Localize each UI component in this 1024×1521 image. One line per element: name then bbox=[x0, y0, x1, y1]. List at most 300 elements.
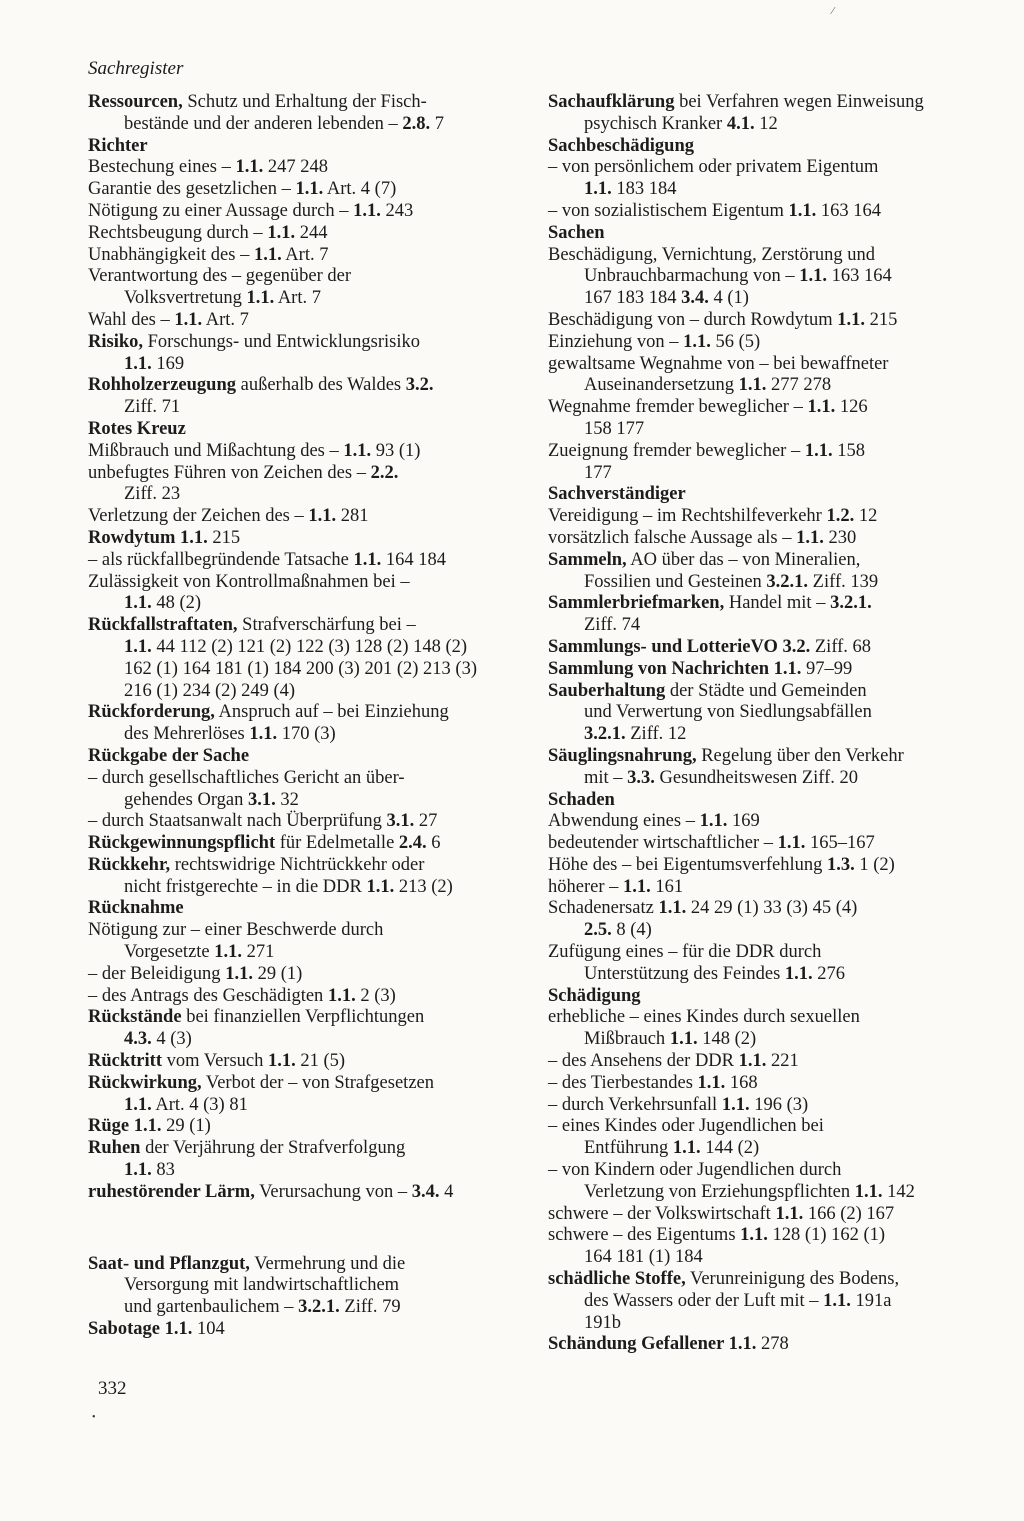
index-term-bold: 1.2. bbox=[826, 506, 855, 527]
index-text: rechtswidrige Nichtrückkehr oder bbox=[170, 854, 425, 875]
index-text: – des Antrags des Geschädigten bbox=[88, 985, 328, 1006]
index-entry-line bbox=[88, 1138, 533, 1160]
index-text: 169 bbox=[727, 811, 760, 832]
index-term-bold: Sabotage bbox=[88, 1319, 165, 1340]
index-text: – durch gesellschaftliches Gericht an über- bbox=[88, 767, 405, 788]
index-term-bold: 1.1. bbox=[124, 636, 152, 657]
index-term-bold: 1.3. bbox=[826, 854, 855, 875]
index-text: – von sozialistischem Eigentum bbox=[548, 200, 789, 221]
index-entry-line bbox=[88, 157, 533, 179]
index-text: bei Verfahren wegen Einweisung bbox=[674, 92, 924, 112]
index-entry-line bbox=[88, 1319, 533, 1341]
index-term-bold: 1.1. bbox=[804, 440, 833, 461]
index-entry-line bbox=[88, 245, 533, 267]
index-entry-line bbox=[548, 986, 988, 1008]
index-entry-line bbox=[548, 572, 988, 594]
index-entry-line bbox=[88, 964, 533, 986]
index-term-bold: 1.1. bbox=[697, 1072, 726, 1093]
index-term-bold: schädliche Stoffe, bbox=[548, 1269, 686, 1290]
index-entry-line bbox=[88, 768, 533, 790]
index-entry-line bbox=[548, 811, 988, 833]
index-text: 7 bbox=[430, 113, 445, 134]
index-entry-line bbox=[548, 1247, 988, 1269]
index-text: 247 248 bbox=[263, 157, 328, 178]
index-text: 164 184 bbox=[381, 549, 446, 570]
index-text: Anspruch auf – bei Einziehung bbox=[214, 702, 449, 723]
index-term-bold: 1.1. bbox=[308, 506, 337, 527]
index-entry-line bbox=[548, 223, 988, 245]
index-entry-line bbox=[548, 1051, 988, 1073]
index-text: 168 bbox=[725, 1072, 758, 1093]
index-term-bold: Rüge bbox=[88, 1116, 134, 1137]
index-text: – des Ansehens der DDR bbox=[548, 1051, 739, 1072]
index-text: Zueignung fremder beweglicher – bbox=[548, 440, 805, 461]
index-entry-line bbox=[548, 375, 988, 397]
index-text: – eines Kindes oder Jugendlichen bei bbox=[548, 1116, 824, 1137]
index-text: Rechtsbeugung durch – bbox=[88, 222, 268, 243]
index-entry-line bbox=[548, 898, 988, 920]
index-entry-line bbox=[548, 1225, 988, 1247]
index-term-bold: 1.1. bbox=[164, 1319, 193, 1340]
index-entry-line bbox=[548, 964, 988, 986]
index-term-bold: Rückfallstraftaten, bbox=[88, 615, 238, 636]
index-text: schwere – der Volkswirtschaft bbox=[548, 1203, 776, 1224]
index-text: Fossilien und Gesteinen bbox=[584, 571, 767, 592]
index-entry-line bbox=[548, 354, 988, 376]
index-entry-line bbox=[548, 1334, 988, 1356]
scan-mark: ⁄ bbox=[832, 6, 834, 17]
index-entry-line bbox=[88, 920, 533, 942]
index-text: Gesundheitswesen Ziff. 20 bbox=[654, 767, 859, 788]
index-text: Bestechung eines – bbox=[88, 157, 236, 178]
index-text: 4 (3) bbox=[151, 1029, 192, 1050]
index-entry-line bbox=[548, 790, 988, 812]
index-entry-line bbox=[88, 441, 533, 463]
index-term-bold: Rückgewinnungspflicht bbox=[88, 833, 276, 854]
index-text: Unabhängigkeit des – bbox=[88, 244, 254, 265]
index-text: 191b bbox=[584, 1312, 621, 1333]
index-text: Vereidigung – im Rechtshilfeverkehr bbox=[548, 506, 827, 527]
index-text: 48 (2) bbox=[151, 593, 202, 614]
index-term-bold: 1.1. bbox=[738, 1051, 767, 1072]
index-term-bold: Rücknahme bbox=[88, 898, 184, 919]
index-text: 8 (4) bbox=[611, 920, 652, 941]
index-text: Verletzung der Zeichen des – bbox=[88, 506, 309, 527]
index-term-bold: 1.1. bbox=[327, 985, 356, 1006]
index-term-bold: 1.1. bbox=[773, 658, 802, 679]
index-text: Beschädigung, Vernichtung, Zerstörung und bbox=[548, 244, 875, 265]
index-term-bold: 1.1. bbox=[796, 527, 824, 548]
index-term-bold: 1.1. bbox=[728, 1334, 757, 1355]
index-term-bold: 3.2.1. bbox=[830, 593, 872, 614]
index-term-bold: 1.1. bbox=[738, 375, 767, 396]
index-text: 44 112 (2) 121 (2) 122 (3) 128 (2) 148 (2) bbox=[151, 636, 468, 657]
index-text: Verletzung von Erziehungspflichten bbox=[584, 1181, 855, 1202]
index-entry-line bbox=[548, 114, 988, 136]
index-term-bold: 3.2.1. bbox=[584, 724, 626, 745]
index-text: Schadenersatz bbox=[548, 898, 659, 919]
index-text: 97–99 bbox=[801, 658, 853, 679]
index-term-bold: Rotes Kreuz bbox=[88, 418, 186, 439]
index-entry-line bbox=[88, 572, 533, 594]
index-column-left bbox=[88, 92, 533, 1341]
index-entry-line bbox=[88, 1095, 533, 1117]
index-text: 56 (5) bbox=[710, 331, 761, 352]
index-term-bold: 1.1. bbox=[777, 833, 806, 854]
index-text: 221 bbox=[766, 1051, 799, 1072]
index-entry-line bbox=[548, 1007, 988, 1029]
index-term-bold: Risiko, bbox=[88, 331, 144, 352]
index-term-bold: 1.1. bbox=[225, 963, 253, 984]
index-text: 243 bbox=[380, 200, 414, 221]
index-entry-line bbox=[88, 790, 533, 812]
index-text: Abwendung eines – bbox=[548, 811, 700, 832]
index-text: unbefugtes Führen von Zeichen des – bbox=[88, 462, 371, 483]
index-entry-line bbox=[548, 157, 988, 179]
index-text: 216 (1) 234 (2) 249 (4) bbox=[124, 680, 296, 701]
index-text: Mißbrauch und Mißachtung des – bbox=[88, 440, 344, 461]
index-entry-line bbox=[88, 463, 533, 485]
index-term-bold: 1.1. bbox=[124, 353, 152, 374]
index-term-bold: 1.1. bbox=[246, 288, 275, 309]
index-term-bold: Rückgabe der Sache bbox=[88, 745, 250, 766]
index-text: 170 (3) bbox=[277, 724, 336, 745]
index-entry-line bbox=[548, 310, 988, 332]
index-text: 230 bbox=[823, 527, 857, 548]
index-text: 83 bbox=[151, 1160, 175, 1181]
index-text: Nötigung zur – einer Beschwerde durch bbox=[88, 920, 384, 941]
index-term-bold: Rückkehr, bbox=[88, 854, 171, 875]
index-term-bold: Sachverständiger bbox=[548, 484, 686, 505]
index-entry-line bbox=[548, 136, 988, 158]
index-term-bold: 3.1. bbox=[386, 811, 415, 832]
index-text: 215 bbox=[207, 527, 241, 548]
index-entry-line bbox=[88, 354, 533, 376]
index-term-bold: 1.1. bbox=[807, 397, 836, 418]
index-text: 21 (5) bbox=[295, 1051, 346, 1072]
page-header: Sachregister bbox=[88, 58, 184, 79]
index-text: vom Versuch bbox=[161, 1051, 269, 1072]
index-text: 183 184 bbox=[611, 179, 677, 200]
index-text: 104 bbox=[192, 1319, 225, 1340]
index-term-bold: Sammlerbriefmarken, bbox=[548, 593, 725, 614]
index-term-bold: Schaden bbox=[548, 789, 615, 810]
index-text: Garantie des gesetzlichen – bbox=[88, 179, 296, 200]
index-entry-line bbox=[548, 506, 988, 528]
index-term-bold: 3.2. bbox=[405, 375, 434, 396]
index-text: 93 (1) bbox=[371, 440, 421, 461]
index-entry-line bbox=[88, 746, 533, 768]
index-text: bedeutender wirtschaftlicher – bbox=[548, 833, 778, 854]
index-entry-line bbox=[548, 1029, 988, 1051]
index-term-bold: 1.1. bbox=[124, 1160, 152, 1181]
index-text: Verunreinigung des Bodens, bbox=[685, 1269, 900, 1290]
index-text: Mißbrauch bbox=[584, 1029, 670, 1050]
index-text: Forschungs- und Entwicklungsrisiko bbox=[143, 331, 420, 352]
index-term-bold: 1.1. bbox=[799, 266, 828, 287]
index-entry-line bbox=[88, 92, 533, 114]
index-entry-line bbox=[88, 1116, 533, 1138]
index-text: 215 bbox=[865, 309, 898, 330]
index-entry-line bbox=[88, 136, 533, 158]
index-text: 191a bbox=[850, 1290, 892, 1311]
index-text: Höhe des – bei Eigentumsverfehlung bbox=[548, 854, 827, 875]
index-text: 148 (2) bbox=[697, 1029, 757, 1050]
index-entry-line bbox=[88, 506, 533, 528]
index-entry-line bbox=[548, 463, 988, 485]
index-text: Ziff. 68 bbox=[810, 636, 872, 657]
index-entry-line bbox=[88, 986, 533, 1008]
index-text: schwere – des Eigentums bbox=[548, 1225, 741, 1246]
index-text: 2 (3) bbox=[355, 985, 396, 1006]
index-term-bold: Rücktritt bbox=[88, 1051, 162, 1072]
index-term-bold: Rohholzerzeugung bbox=[88, 375, 236, 396]
index-term-bold: 1.1. bbox=[353, 200, 381, 221]
index-entry-line bbox=[548, 528, 988, 550]
index-entry-line bbox=[88, 375, 533, 397]
index-text: Schutz und Erhaltung der Fisch- bbox=[182, 92, 427, 112]
index-text: Wegnahme fremder beweglicher – bbox=[548, 397, 808, 418]
index-text: Art. 7 bbox=[274, 288, 321, 309]
index-text: Verursachung von – bbox=[254, 1181, 412, 1202]
index-entry-line bbox=[548, 920, 988, 942]
index-term-bold: 1.1. bbox=[268, 1051, 296, 1072]
index-text: 24 29 (1) 33 (3) 45 (4) bbox=[686, 898, 858, 919]
index-text: Ziff. 79 bbox=[339, 1297, 401, 1318]
index-text: der Städte und Gemeinden bbox=[665, 680, 867, 701]
index-term-bold: Sammlung von Nachrichten bbox=[548, 658, 774, 679]
index-text: 6 bbox=[426, 833, 441, 854]
index-text: – von persönlichem oder privatem Eigentum bbox=[548, 157, 879, 178]
index-text: 27 bbox=[414, 811, 438, 832]
index-text: 177 bbox=[584, 462, 612, 483]
index-entry-line bbox=[548, 397, 988, 419]
index-entry-line bbox=[548, 1182, 988, 1204]
index-entry-line bbox=[88, 659, 533, 681]
index-text: 12 bbox=[854, 506, 878, 527]
index-term-bold: 2.2. bbox=[370, 462, 399, 483]
index-text: 165–167 bbox=[805, 833, 875, 854]
index-entry-line bbox=[88, 615, 533, 637]
index-term-bold: Schändung Gefallener bbox=[548, 1334, 729, 1355]
index-text: bei finanziellen Verpflichtungen bbox=[181, 1007, 425, 1028]
index-entry-line bbox=[88, 550, 533, 572]
index-text: vorsätzlich falsche Aussage als – bbox=[548, 527, 797, 548]
index-term-bold: 1.1. bbox=[267, 222, 296, 243]
index-entry-line bbox=[548, 245, 988, 267]
index-term-bold: 3.4. bbox=[411, 1181, 440, 1202]
index-entry-line bbox=[548, 441, 988, 463]
index-text: 1 (2) bbox=[854, 854, 895, 875]
index-text: – von Kindern oder Jugendlichen durch bbox=[548, 1160, 842, 1181]
index-term-bold: 1.1. bbox=[683, 331, 711, 352]
index-entry-line bbox=[88, 223, 533, 245]
index-entry-line bbox=[548, 92, 988, 114]
index-term-bold: 4.3. bbox=[124, 1029, 152, 1050]
index-text: 163 164 bbox=[827, 266, 892, 287]
index-entry-line bbox=[88, 1007, 533, 1029]
index-term-bold: 1.1. bbox=[823, 1290, 851, 1311]
index-text: 167 183 184 bbox=[584, 288, 682, 309]
index-entry-line bbox=[88, 288, 533, 310]
index-text: – des Tierbestandes bbox=[548, 1072, 698, 1093]
index-text: Zulässigkeit von Kontrollmaßnahmen bei – bbox=[88, 571, 410, 592]
index-entry-line bbox=[88, 332, 533, 354]
index-text: – durch Staatsanwalt nach Überprüfung bbox=[88, 811, 387, 832]
index-text: – als rückfallbegründende Tatsache bbox=[88, 549, 354, 570]
index-term-bold: 1.1. bbox=[180, 527, 208, 548]
index-text: Ziff. 23 bbox=[124, 484, 181, 505]
index-text: und gartenbaulichem – bbox=[124, 1297, 299, 1318]
index-text: 163 164 bbox=[816, 200, 881, 221]
index-column-right bbox=[548, 92, 988, 1356]
index-text: 281 bbox=[336, 506, 369, 527]
index-term-bold: Rückstände bbox=[88, 1007, 182, 1028]
index-text: mit – bbox=[584, 767, 628, 788]
index-text: Nötigung zu einer Aussage durch – bbox=[88, 200, 354, 221]
index-entry-line bbox=[88, 419, 533, 441]
index-entry-line bbox=[88, 1275, 533, 1297]
index-text: 276 bbox=[812, 963, 846, 984]
index-term-bold: 1.1. bbox=[854, 1181, 883, 1202]
index-text: 126 bbox=[835, 397, 868, 418]
index-term-bold: Rückwirkung, bbox=[88, 1072, 202, 1093]
index-term-bold: Säuglingsnahrung, bbox=[548, 745, 697, 766]
index-term-bold: 3.4. bbox=[681, 288, 709, 309]
index-text: Art. 4 (3) 81 bbox=[151, 1094, 248, 1115]
index-term-bold: 4.1. bbox=[726, 113, 755, 134]
index-term-bold: 1.1. bbox=[584, 179, 612, 200]
index-entry-line bbox=[548, 484, 988, 506]
index-term-bold: 1.1. bbox=[672, 1138, 701, 1159]
index-entry-line bbox=[548, 724, 988, 746]
index-term-bold: 3.1. bbox=[247, 789, 276, 810]
index-term-bold: 1.1. bbox=[249, 724, 278, 745]
index-term-bold: Sachbeschädigung bbox=[548, 135, 694, 156]
index-term-bold: 1.1. bbox=[235, 157, 264, 178]
index-text: Wahl des – bbox=[88, 309, 175, 330]
index-entry-line bbox=[548, 659, 988, 681]
index-entry-line bbox=[548, 768, 988, 790]
page-number: 332 bbox=[98, 1378, 127, 1399]
index-entry-line bbox=[88, 266, 533, 288]
index-term-bold: 2.4. bbox=[398, 833, 427, 854]
index-entry-line bbox=[548, 1291, 988, 1313]
index-text: Vorgesetzte bbox=[124, 942, 215, 963]
index-text: höherer – bbox=[548, 876, 623, 897]
index-entry-line bbox=[88, 724, 533, 746]
index-entry-line bbox=[88, 1051, 533, 1073]
index-text: Einziehung von – bbox=[548, 331, 684, 352]
index-entry-line bbox=[548, 550, 988, 572]
index-text: Beschädigung von – durch Rowdytum bbox=[548, 309, 838, 330]
index-term-bold: 3.3. bbox=[627, 767, 655, 788]
index-entry-line bbox=[548, 833, 988, 855]
index-term-bold: 2.8. bbox=[402, 113, 431, 134]
index-text: 4 (1) bbox=[708, 288, 749, 309]
index-text: – der Beleidigung bbox=[88, 963, 226, 984]
index-text: Verantwortung des – gegenüber der bbox=[88, 266, 352, 287]
index-term-bold: 2.5. bbox=[584, 920, 612, 941]
index-entry-line bbox=[548, 332, 988, 354]
index-term-bold: 1.1. bbox=[775, 1203, 804, 1224]
index-text: Entführung bbox=[584, 1138, 673, 1159]
index-term-bold: 1.1. bbox=[721, 1094, 750, 1115]
index-entry-line bbox=[548, 1313, 988, 1335]
index-entry-line bbox=[548, 1116, 988, 1138]
index-text: 166 (2) 167 bbox=[803, 1203, 895, 1224]
index-term-bold: Rückforderung, bbox=[88, 702, 215, 723]
index-term-bold: ruhestörender Lärm, bbox=[88, 1181, 255, 1202]
index-text: Vermehrung und die bbox=[249, 1253, 406, 1274]
index-term-bold: 1.1. bbox=[784, 963, 813, 984]
index-term-bold: Schädigung bbox=[548, 985, 641, 1006]
index-text: Ziff. 71 bbox=[124, 397, 181, 418]
index-text: des Wassers oder der Luft mit – bbox=[584, 1290, 824, 1311]
index-entry-line bbox=[548, 1204, 988, 1226]
index-entry-line bbox=[548, 637, 988, 659]
index-entry-line bbox=[88, 397, 533, 419]
index-entry-line bbox=[88, 702, 533, 724]
index-entry-line bbox=[548, 681, 988, 703]
index-text: 213 (2) bbox=[394, 876, 453, 897]
index-text: 164 181 (1) 184 bbox=[584, 1247, 703, 1268]
index-term-bold: 1.1. bbox=[124, 1094, 152, 1115]
index-term-bold: 1.1. bbox=[788, 200, 817, 221]
index-text: Auseinandersetzung bbox=[584, 375, 739, 396]
index-text: des Mehrerlöses bbox=[124, 724, 250, 745]
index-entry-line bbox=[88, 1297, 533, 1319]
index-term-bold: 1.1. bbox=[124, 593, 152, 614]
index-term-bold: Sachen bbox=[548, 222, 605, 243]
index-text: der Verjährung der Strafverfolgung bbox=[140, 1138, 406, 1159]
index-entry-line bbox=[88, 1182, 533, 1204]
index-entry-line bbox=[88, 1160, 533, 1182]
index-text: 277 278 bbox=[766, 375, 832, 396]
index-text: 142 bbox=[882, 1181, 915, 1202]
index-text: Volksvertretung bbox=[124, 288, 247, 309]
index-entry-line bbox=[548, 702, 988, 724]
index-text: Strafverschärfung bei – bbox=[237, 615, 416, 636]
index-entry-line bbox=[88, 877, 533, 899]
index-entry-line bbox=[88, 201, 533, 223]
index-text: 29 (1) bbox=[161, 1116, 211, 1137]
index-text: Art. 4 (7) bbox=[323, 179, 397, 200]
index-entry-line bbox=[548, 419, 988, 441]
index-text: 29 (1) bbox=[252, 963, 303, 984]
index-term-bold: 3.2. bbox=[782, 636, 811, 657]
index-term-bold: 1.1. bbox=[623, 876, 651, 897]
index-text: bestände und der anderen lebenden – bbox=[124, 113, 403, 134]
index-text: Handel mit – bbox=[724, 593, 831, 614]
index-term-bold: Ressourcen, bbox=[88, 92, 183, 112]
index-text: 278 bbox=[756, 1334, 789, 1355]
index-text: 196 (3) bbox=[749, 1094, 809, 1115]
index-term-bold: 1.1. bbox=[343, 440, 372, 461]
index-text: Ziff. 12 bbox=[625, 724, 687, 745]
index-term-bold: Richter bbox=[88, 135, 148, 156]
index-text: und Verwertung von Siedlungsabfällen bbox=[584, 702, 872, 723]
index-entry-line bbox=[88, 942, 533, 964]
index-text: 128 (1) 162 (1) bbox=[767, 1225, 886, 1246]
index-entry-line bbox=[88, 833, 533, 855]
index-text: 162 (1) 164 181 (1) 184 200 (3) 201 (2) 213 (3) bbox=[124, 658, 477, 679]
index-term-bold: 1.1. bbox=[837, 309, 866, 330]
index-text: 12 bbox=[754, 113, 778, 134]
index-term-bold: 1.1. bbox=[669, 1029, 698, 1050]
index-text: 161 bbox=[650, 876, 684, 897]
index-text: gewaltsame Wegnahme von – bei bewaffneter bbox=[548, 353, 889, 374]
